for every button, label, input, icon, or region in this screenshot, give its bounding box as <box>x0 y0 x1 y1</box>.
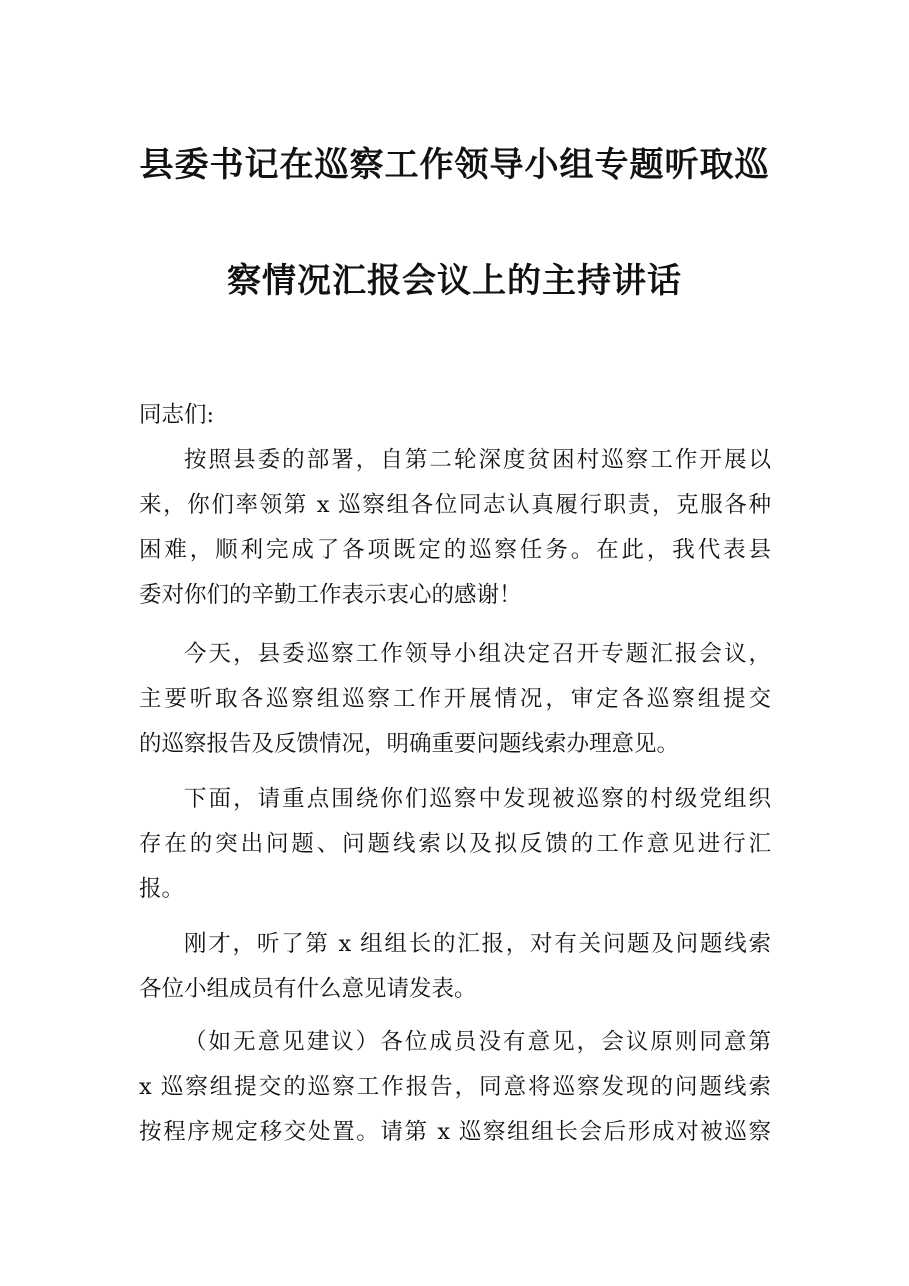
paragraph-line: 困难，顺利完成了各项既定的巡察任务。在此，我代表县 <box>139 537 771 563</box>
greeting: 同志们: <box>139 402 215 428</box>
paragraph-3 <box>139 777 771 912</box>
paragraph-line: 存在的突出问题、问题线索以及拟反馈的工作意见进行汇 <box>139 831 771 857</box>
paragraph-line: 报。 <box>139 876 185 902</box>
paragraph-line: 主要听取各巡察组巡察工作开展情况，审定各巡察组提交 <box>139 686 771 712</box>
paragraph-line: 今天，县委巡察工作领导小组决定召开专题汇报会议， <box>184 641 771 667</box>
paragraph-line: 各位小组成员有什么意见请发表。 <box>139 976 477 1002</box>
paragraph-line: 刚才，听了第 x 组组长的汇报，对有关问题及问题线索 <box>184 931 771 957</box>
paragraph-line: 按程序规定移交处置。请第 x 巡察组组长会后形成对被巡察 <box>139 1119 771 1145</box>
paragraph-line: x 巡察组提交的巡察工作报告，同意将巡察发现的问题线索 <box>139 1074 771 1100</box>
paragraph-line: 按照县委的部署，自第二轮深度贫困村巡察工作开展以 <box>184 447 771 473</box>
paragraph-5 <box>139 1020 771 1155</box>
paragraph-2 <box>139 632 771 767</box>
paragraph-line: 来，你们率领第 x 巡察组各位同志认真履行职责，克服各种 <box>139 492 771 518</box>
paragraph-line: 的巡察报告及反馈情况，明确重要问题线索办理意见。 <box>139 731 680 757</box>
document-title-line-2: 察情况汇报会议上的主持讲话 <box>227 261 682 301</box>
paragraph-1 <box>139 438 771 618</box>
paragraph-line: （如无意见建议）各位成员没有意见，会议原则同意第 <box>184 1029 771 1055</box>
paragraph-4 <box>139 922 771 1012</box>
paragraph-line: 下面，请重点围绕你们巡察中发现被巡察的村级党组织 <box>184 786 771 812</box>
document-title-line-1: 县委书记在巡察工作领导小组专题听取巡 <box>139 145 770 185</box>
paragraph-line: 委对你们的辛勤工作表示衷心的感谢！ <box>139 582 522 608</box>
